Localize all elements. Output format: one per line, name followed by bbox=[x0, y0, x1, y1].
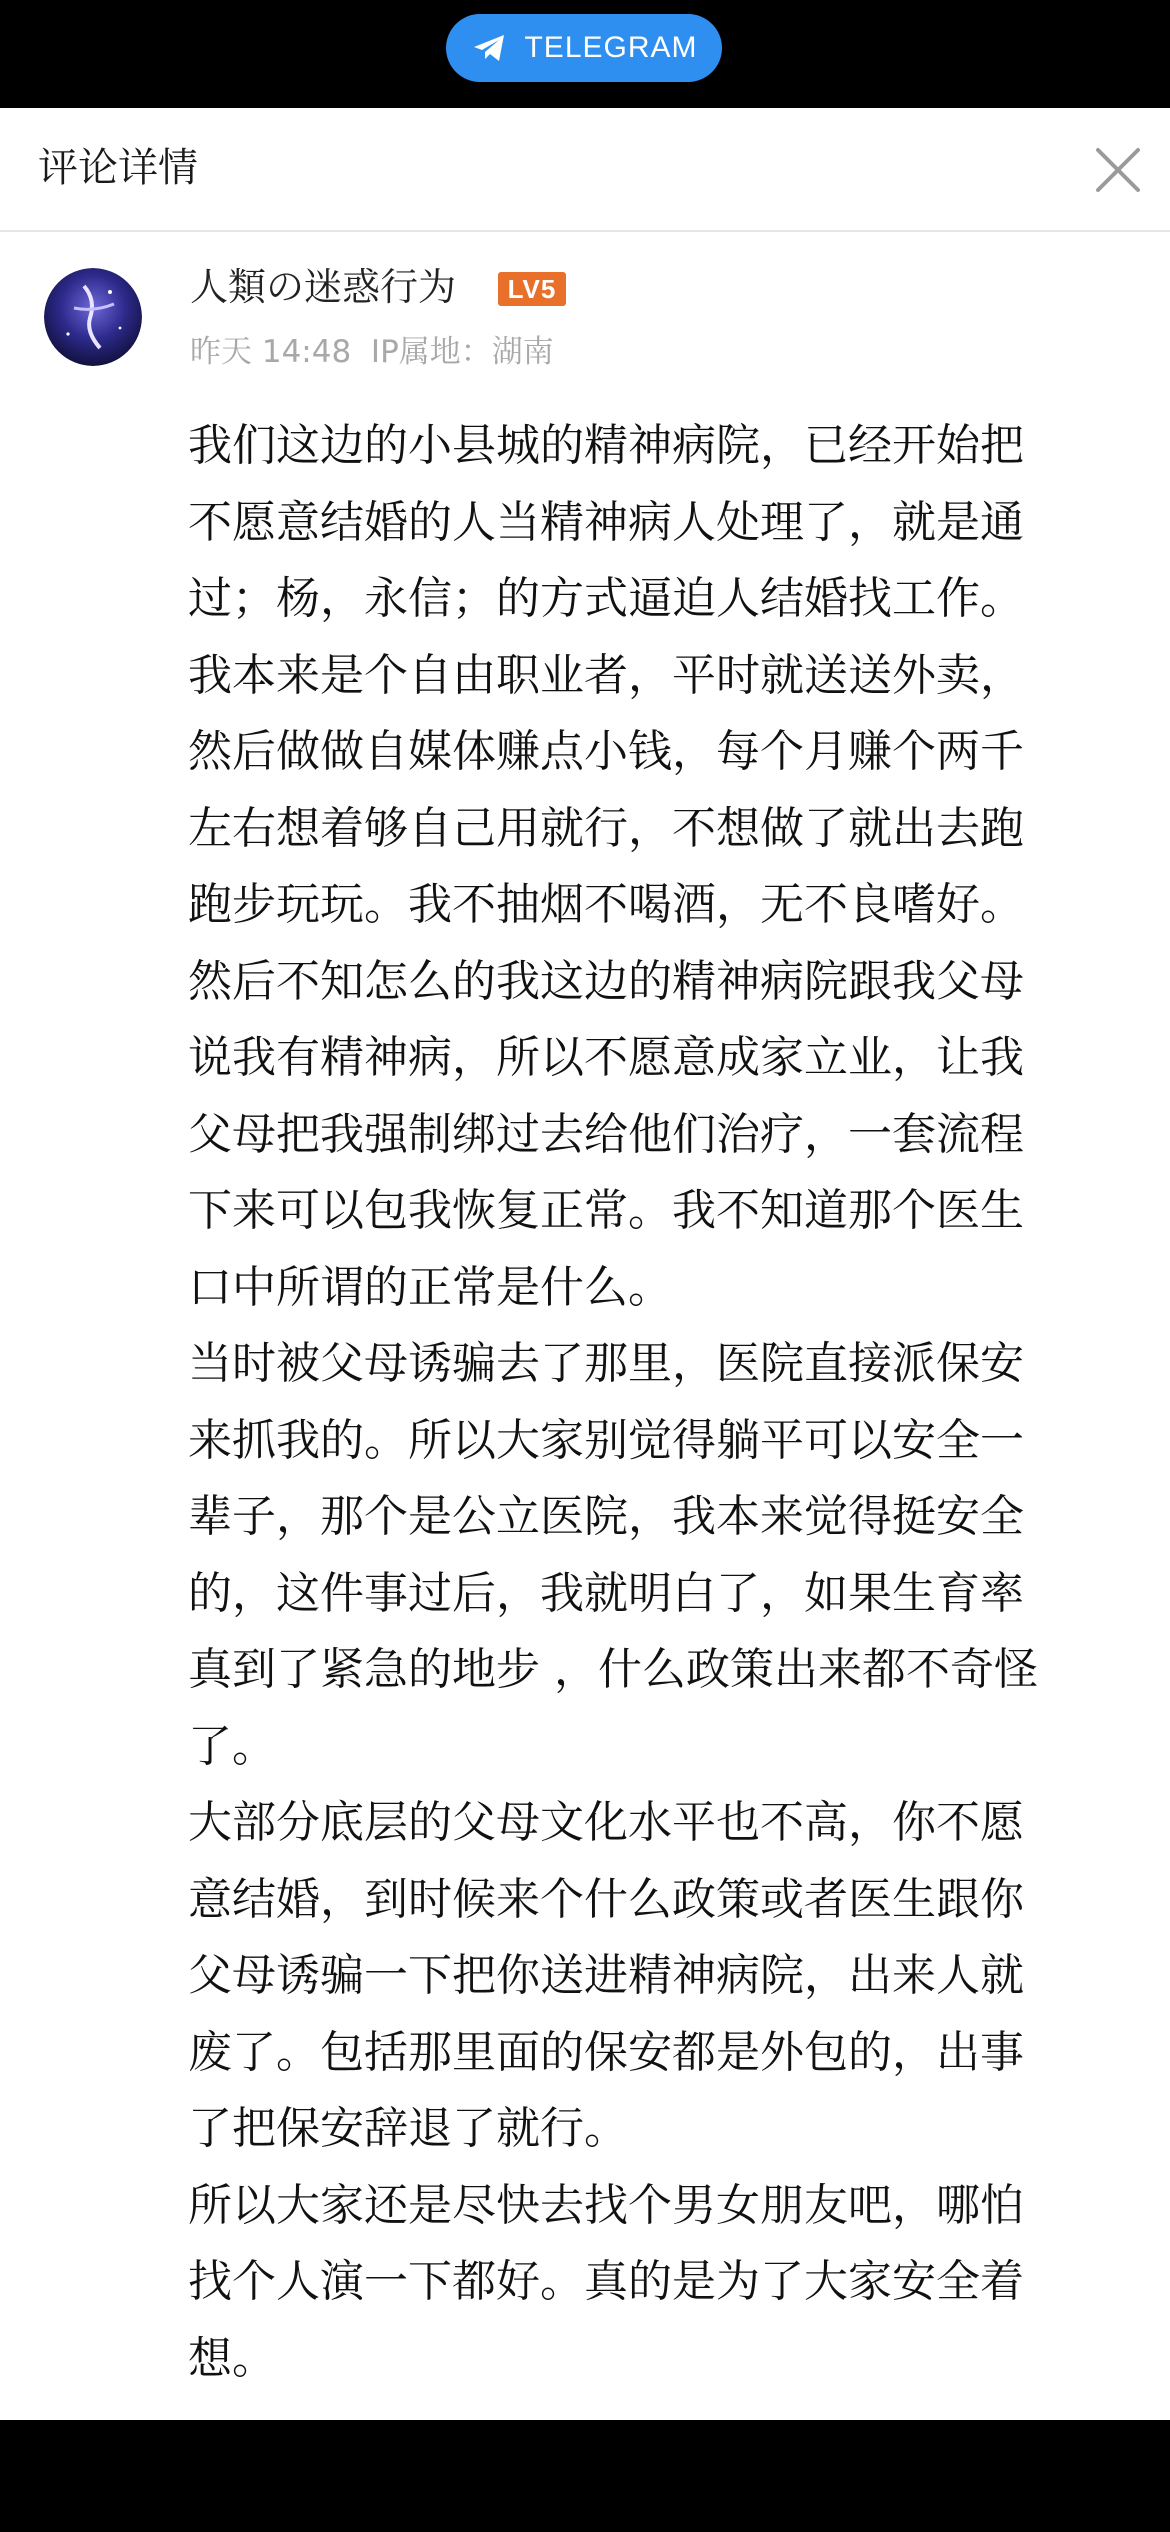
comment-body bbox=[188, 408, 1128, 2397]
comment-line: 来抓我的。所以大家别觉得躺平可以安全一 bbox=[188, 1414, 1024, 1466]
comment-line: 的，这件事过后，我就明白了，如果生育率 bbox=[188, 1567, 1024, 1619]
comment-line: 然后做做自媒体赚点小钱，每个月赚个两千 bbox=[188, 726, 1024, 777]
top-black-bar bbox=[0, 0, 1170, 108]
comment-line: 父母诱骗一下把你送进精神病院，出来人就 bbox=[188, 1950, 1024, 2001]
comment-line: 我们这边的小县城的精神病院，已经开始把 bbox=[188, 420, 1024, 471]
telegram-label: TELEGRAM bbox=[524, 31, 698, 64]
comment-line: 左右想着够自己用就行，不想做了就出去跑 bbox=[188, 802, 1024, 854]
comment-line: 想。 bbox=[188, 2332, 276, 2384]
panel-header bbox=[0, 108, 1170, 232]
comment-author[interactable]: 人類の迷惑行为 bbox=[190, 265, 457, 309]
comment-line: 下来可以包我恢复正常。我不知道那个医生 bbox=[188, 1185, 1024, 1236]
avatar[interactable] bbox=[44, 268, 142, 366]
comment-line: 父母把我强制绑过去给他们治疗，一套流程 bbox=[188, 1108, 1024, 1160]
comment-line: 过；杨，永信；的方式逼迫人结婚找工作。 bbox=[188, 573, 1024, 624]
telegram-icon bbox=[470, 28, 510, 68]
comment-line: 找个人演一下都好。真的是为了大家安全着 bbox=[188, 2256, 1024, 2307]
comment-line: 我本来是个自由职业者，平时就送送外卖， bbox=[188, 649, 1024, 701]
level-badge: LV5 bbox=[498, 272, 566, 306]
comment-meta bbox=[190, 330, 554, 374]
ip-location: IP属地：湖南 bbox=[370, 334, 554, 370]
comment-line: 说我有精神病，所以不愿意成家立业，让我 bbox=[188, 1032, 1024, 1083]
comment-line: 当时被父母诱骗去了那里，医院直接派保安 bbox=[188, 1338, 1024, 1389]
page-title: 评论详情 bbox=[38, 145, 198, 191]
comment-line: 了。 bbox=[188, 1720, 276, 1772]
comment-line: 然后不知怎么的我这边的精神病院跟我父母 bbox=[188, 955, 1024, 1007]
bottom-black-bar bbox=[0, 2420, 1170, 2532]
comment-line: 大部分底层的父母文化水平也不高，你不愿 bbox=[188, 1797, 1024, 1848]
comment-line: 口中所谓的正常是什么。 bbox=[188, 1261, 672, 1313]
close-icon bbox=[1092, 144, 1144, 196]
comment-line: 不愿意结婚的人当精神病人处理了，就是通 bbox=[188, 496, 1024, 548]
comment-line: 真到了紧急的地步 ，什么政策出来都不奇怪 bbox=[188, 1644, 1038, 1695]
telegram-button[interactable] bbox=[446, 14, 722, 82]
comment-detail-panel bbox=[0, 108, 1170, 2420]
comment-line: 所以大家还是尽快去找个男女朋友吧，哪怕 bbox=[188, 2179, 1024, 2231]
comment-line: 废了。包括那里面的保安都是外包的，出事 bbox=[188, 2026, 1024, 2078]
comment-line: 了把保安辞退了就行。 bbox=[188, 2103, 628, 2154]
close-button[interactable] bbox=[1092, 144, 1144, 196]
comment-line: 意结婚，到时候来个什么政策或者医生跟你 bbox=[188, 1873, 1024, 1925]
comment-line: 辈子，那个是公立医院，我本来觉得挺安全 bbox=[188, 1491, 1024, 1542]
comment-line: 跑步玩玩。我不抽烟不喝酒，无不良嗜好。 bbox=[188, 879, 1024, 930]
comment-timestamp: 昨天 14:48 bbox=[190, 334, 352, 370]
